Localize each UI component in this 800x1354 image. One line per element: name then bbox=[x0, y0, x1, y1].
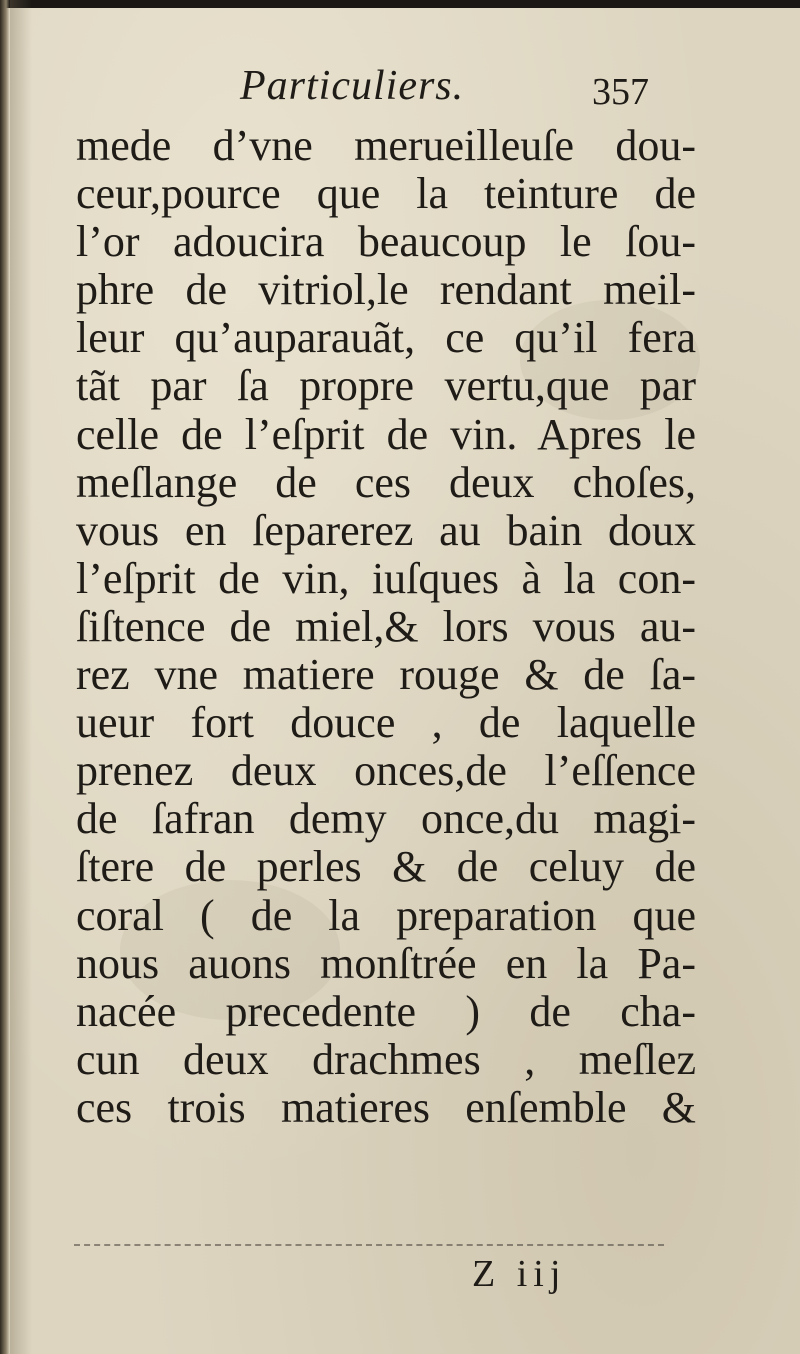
text-line: ueur fort douce , de laquelle bbox=[76, 698, 696, 748]
text-line: meſlange de ces deux choſes, bbox=[76, 457, 696, 507]
text-line: tãt par ſa propre vertu,que par bbox=[76, 361, 696, 411]
text-line: coral ( de la preparation que bbox=[76, 890, 696, 940]
running-head: Particuliers. bbox=[240, 63, 465, 109]
text-line: celle de l’eſprit de vin. Apres le bbox=[76, 409, 696, 459]
text-line: vous en ſeparerez au bain doux bbox=[76, 505, 696, 555]
text-line: de ſafran demy once,du magi- bbox=[76, 794, 696, 844]
text-line: nous auons monſtrée en la Pa- bbox=[76, 938, 696, 988]
page-top-edge bbox=[0, 0, 800, 8]
text-line: ces trois matieres enſemble & bbox=[76, 1082, 696, 1132]
signature-mark: Z iij bbox=[472, 1253, 567, 1295]
text-line: cun deux drachmes , meſlez bbox=[76, 1034, 696, 1084]
text-line: ſiſtence de miel,& lors vous au- bbox=[76, 601, 696, 651]
bottom-rule bbox=[74, 1244, 664, 1246]
text-line: ceur,pource que la teinture de bbox=[76, 169, 696, 219]
page-number: 357 bbox=[592, 71, 649, 113]
text-line: l’eſprit de vin, iuſques à la con- bbox=[76, 553, 696, 603]
text-line: phre de vitriol,le rendant meil- bbox=[76, 265, 696, 315]
body-text bbox=[76, 122, 696, 1132]
text-line: mede d’vne merueilleuſe dou- bbox=[76, 121, 696, 170]
text-line: leur qu’auparauãt, ce qu’il fera bbox=[76, 313, 696, 363]
text-line: prenez deux onces,de l’eſſence bbox=[76, 746, 696, 796]
text-line: rez vne matiere rouge & de ſa- bbox=[76, 650, 696, 700]
text-line: ſtere de perles & de celuy de bbox=[76, 842, 696, 892]
gutter-shadow bbox=[10, 0, 32, 1354]
text-line: l’or adoucira beaucoup le ſou- bbox=[76, 217, 696, 267]
binding-edge bbox=[0, 0, 10, 1354]
text-line: nacée precedente ) de cha- bbox=[76, 986, 696, 1036]
